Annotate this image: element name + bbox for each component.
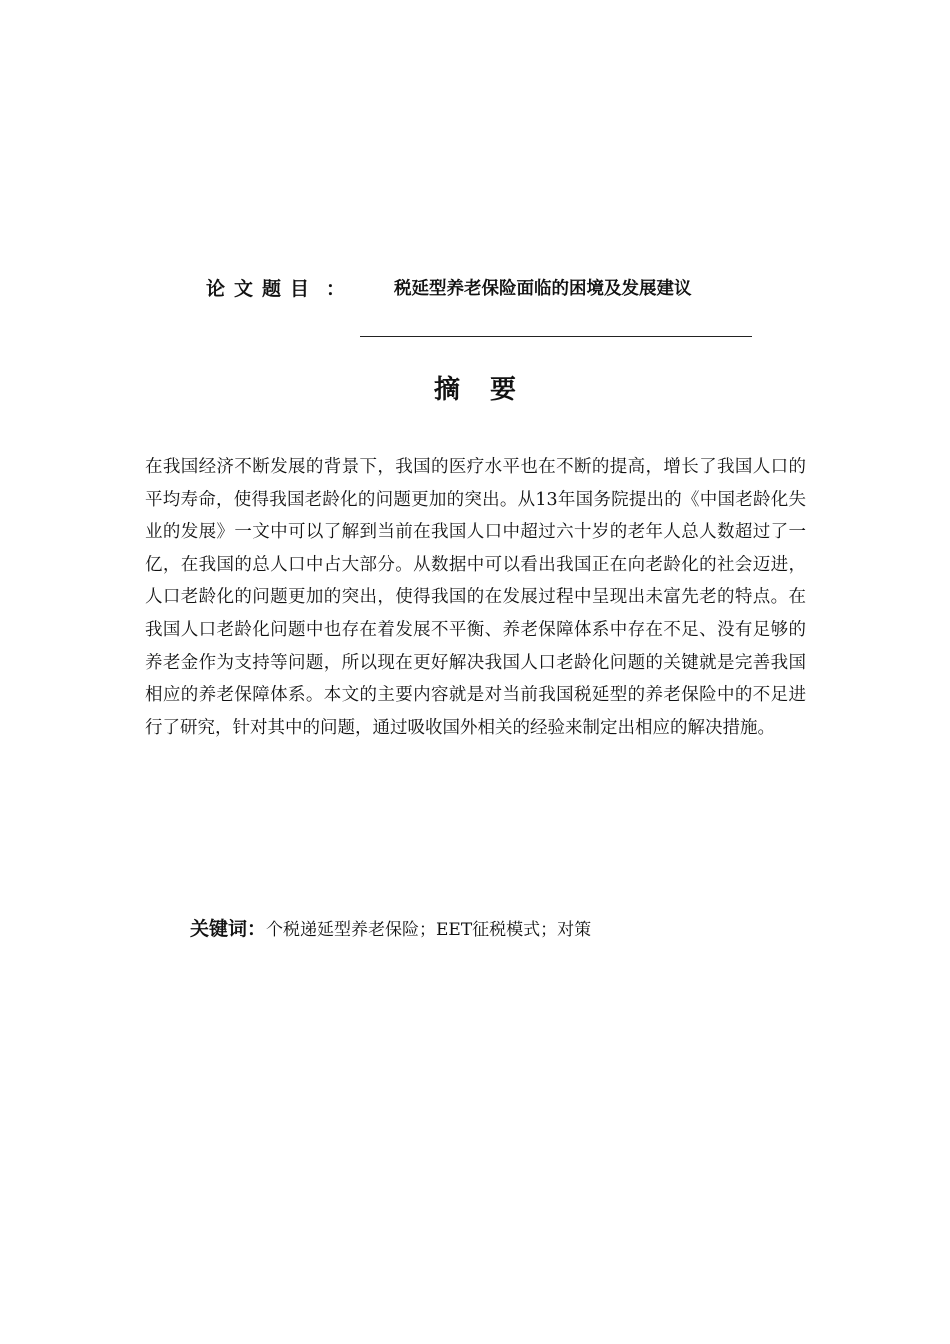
keywords-value: 个税递延型养老保险；EET征税模式；对策 [266,920,592,940]
title-underline [360,336,752,337]
thesis-title-label: 论文题目 [206,278,319,300]
thesis-title-row [0,274,950,306]
abstract-body: 在我国经济不断发展的背景下，我国的医疗水平也在不断的提高，增长了我国人口的平均寿命，使得我国老龄化的问题更加的突出。从13年国务院提出的《中国老龄化失业的发展》一文中可以了解到当前在我国人口中超过六十岁的老年人总人数超过了一亿，在我国的总人口中占大部分。从数据中可以看出我国正在向老龄化的社会迈进，人口老龄化的问题更加的突出，使得我国的在发展过程中呈现出未富先老的特点。在我国人口老龄化问题中也存在着发展不平衡、养老保障体系中存在不足、没有足够的养老金作为支持等问题，所以现在更好解决我国人口老龄化问题的关键就是完善我国相应的养老保障体系。本文的主要内容就是对当前我国税延型的养老保险中的不足进行了研究，针对其中的问题，通过吸收国外相关的经验来制定出相应的解决措施。 [145,457,806,738]
thesis-title-value: 税延型养老保险面临的困境及发展建议 [394,279,692,299]
thesis-title-colon: ： [326,278,346,300]
keywords-label: 关键词： [190,918,267,940]
keywords-line [190,913,810,946]
abstract-heading: 摘要 [433,375,546,405]
